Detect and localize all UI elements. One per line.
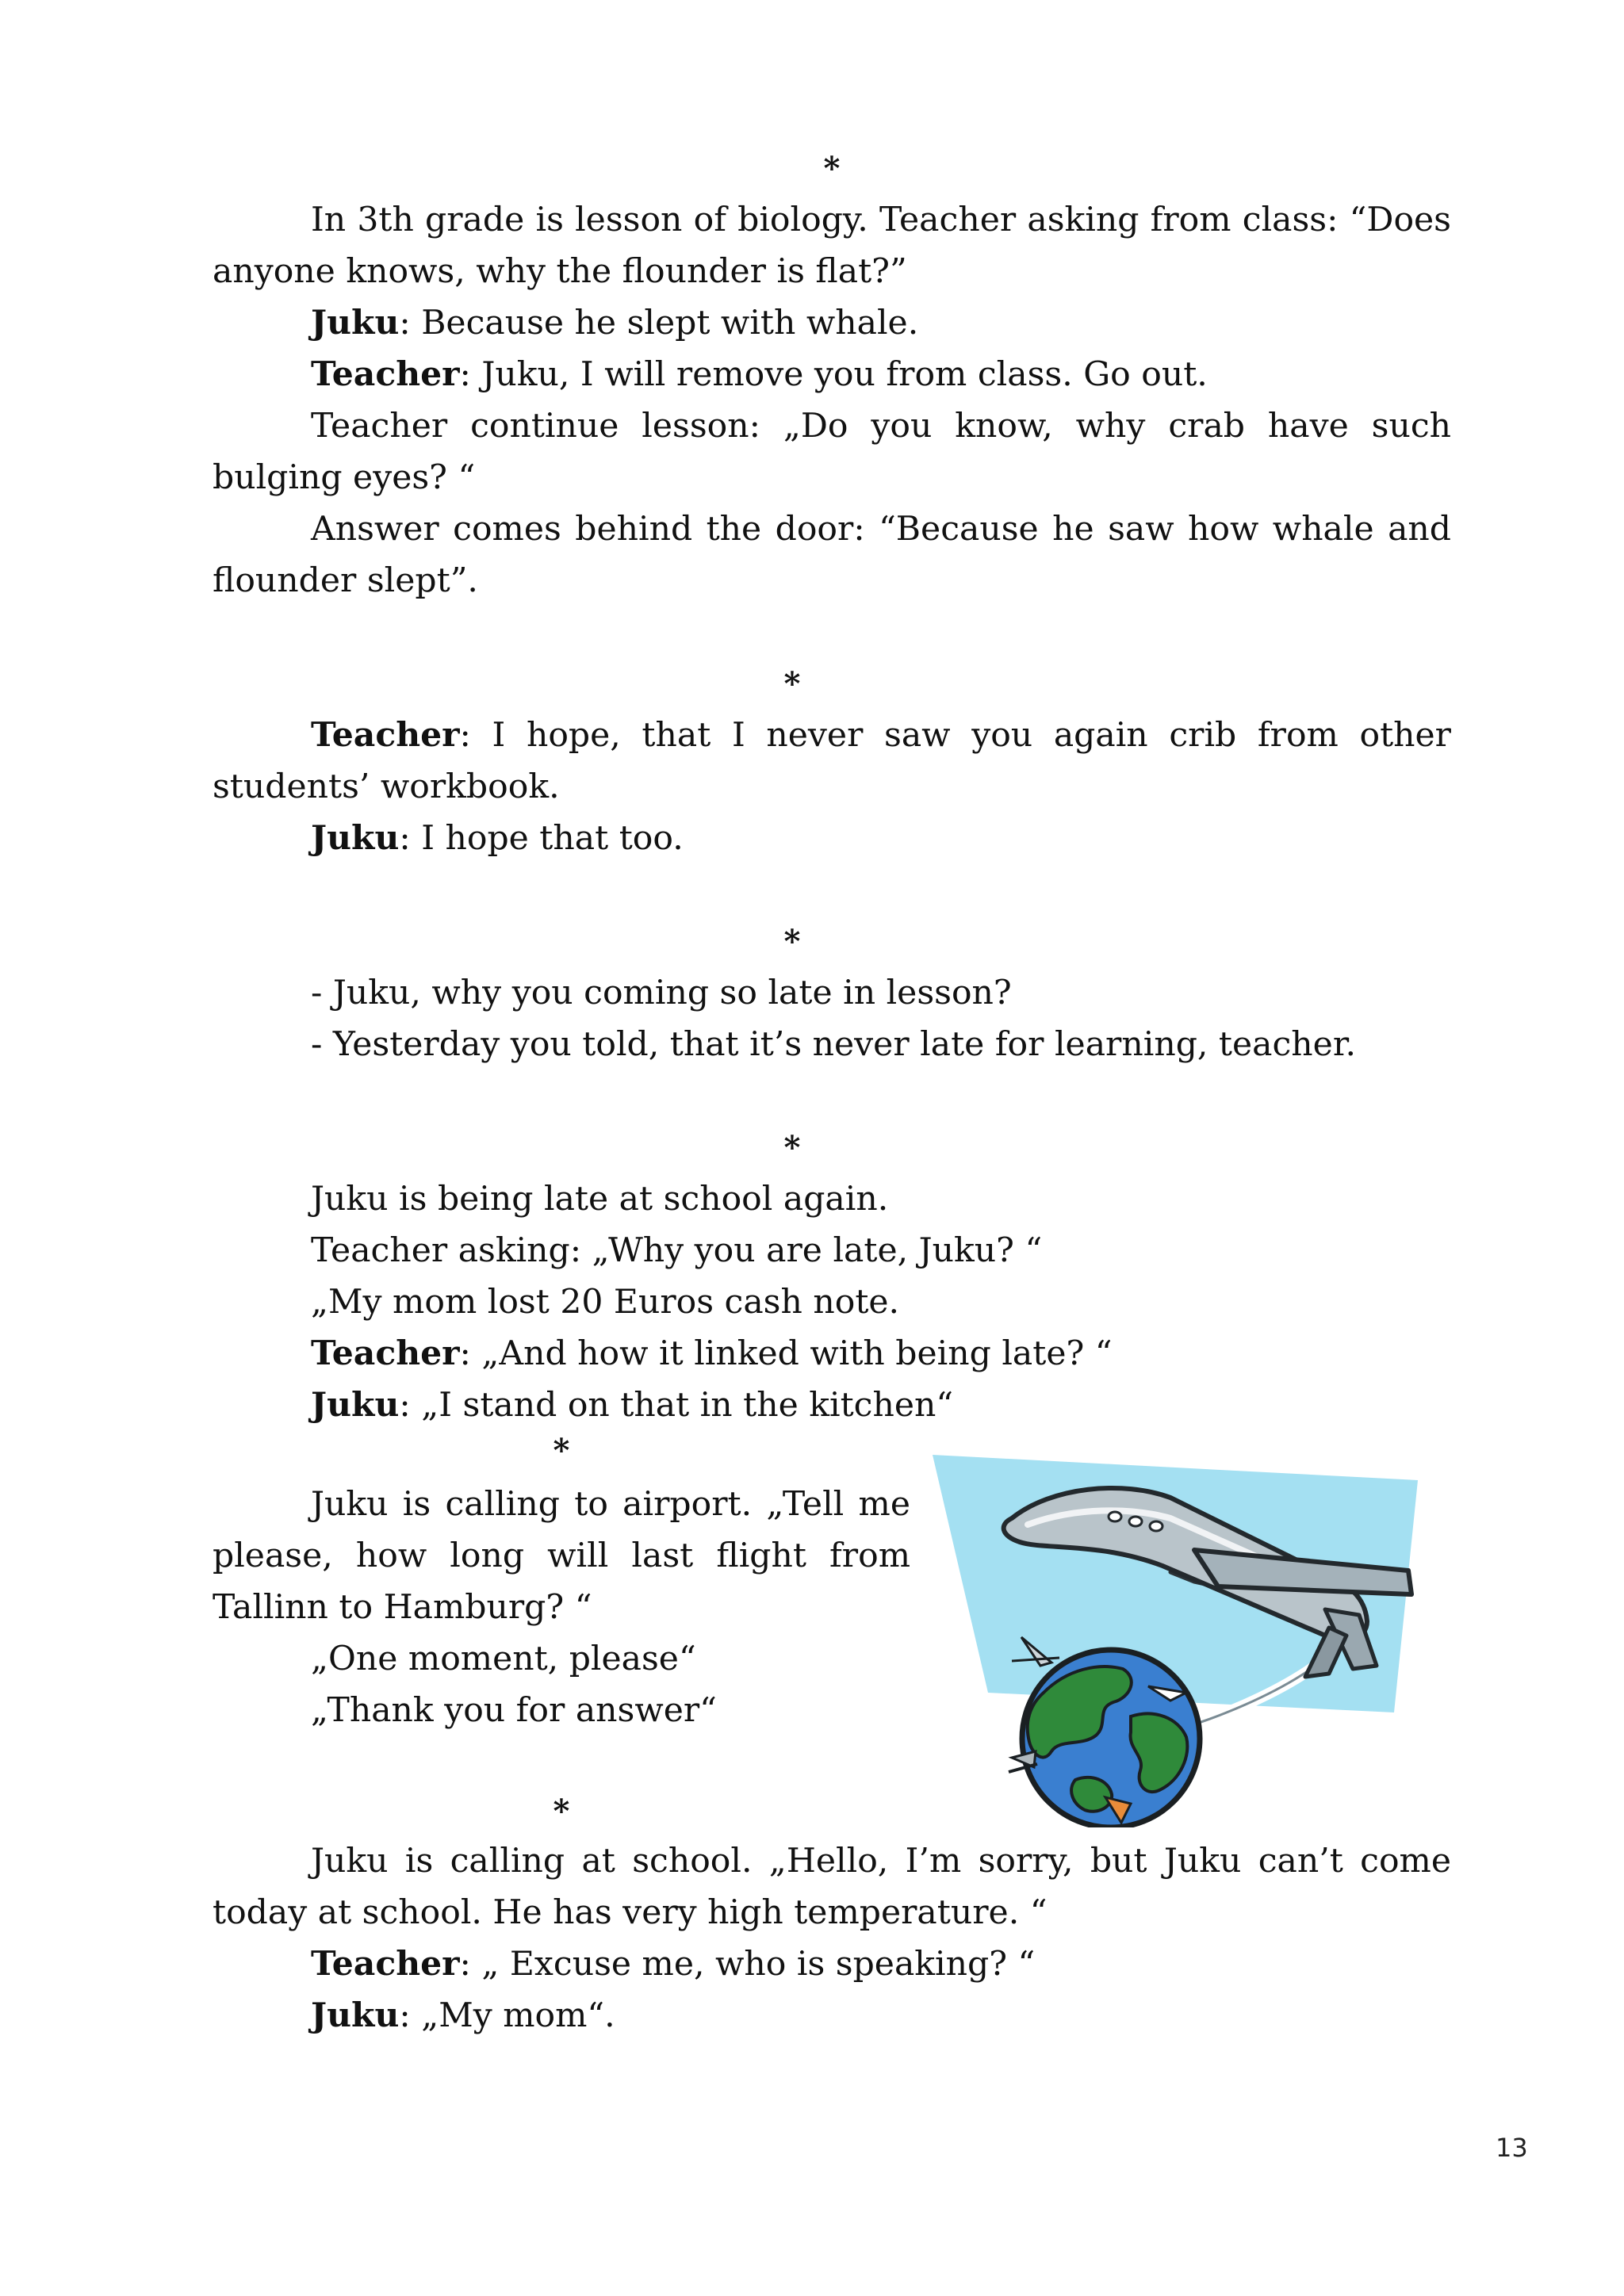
spacer <box>213 1070 1451 1122</box>
joke6-line2 <box>213 1938 1451 1990</box>
joke1-line2 <box>213 349 1451 400</box>
speaker-teacher: Teacher <box>311 1944 460 1984</box>
speaker-teacher: Teacher <box>311 1334 460 1373</box>
speech: : Because he slept with whale. <box>399 304 919 342</box>
speech: : „ Excuse me, who is speaking? “ <box>459 1945 1036 1984</box>
joke2-line2 <box>213 813 1451 864</box>
page-body <box>213 143 1451 2042</box>
speaker-teacher: Teacher <box>311 715 460 755</box>
joke2-line1 <box>213 710 1451 813</box>
joke5-line2: „One moment, please“ <box>311 1640 696 1678</box>
joke3-line1: - Juku, why you coming so late in lesson? <box>311 974 1012 1012</box>
speech: : „My mom“. <box>399 1996 615 2035</box>
speaker-juku: Juku <box>311 303 400 342</box>
speech: : „And how it linked with being late? “ <box>459 1334 1113 1373</box>
speaker-teacher: Teacher <box>311 354 460 394</box>
separator: * <box>553 1432 570 1469</box>
spacer <box>213 607 1451 658</box>
speech: : I hope, that I never saw you again crib from other students’ workbook. <box>213 716 1451 806</box>
separator: * <box>783 665 801 702</box>
spacer <box>213 1736 910 1788</box>
speech: : Juku, I will remove you from class. Go out. <box>459 355 1208 394</box>
joke1-intro: In 3th grade is lesson of biology. Teacher asking from class: “Does anyone knows, why the flounder is flat?” <box>213 201 1451 291</box>
joke3-line2: - Yesterday you told, that it’s never late for learning, teacher. <box>311 1025 1356 1064</box>
separator: * <box>783 1129 801 1166</box>
joke4-line4 <box>213 1328 1451 1380</box>
speaker-juku: Juku <box>311 818 400 858</box>
separator: * <box>783 923 801 960</box>
separator: * <box>553 1793 570 1830</box>
joke6-line3 <box>213 1990 1451 2042</box>
joke6-line1: Juku is calling at school. „Hello, I’m sorry, but Juku can’t come today at school. He has very high temperature. “ <box>213 1842 1451 1932</box>
speech: : „I stand on that in the kitchen“ <box>399 1386 954 1425</box>
page-number: 13 <box>1496 2133 1528 2163</box>
separator: * <box>823 150 841 187</box>
airport-joke-text <box>213 1431 910 1835</box>
joke5-line3: „Thank you for answer“ <box>311 1691 717 1730</box>
joke1-line3: Teacher continue lesson: „Do you know, why crab have such bulging eyes? “ <box>213 407 1451 497</box>
joke1-line4: Answer comes behind the door: “Because he saw how whale and flounder slept”. <box>213 510 1451 600</box>
joke4-line3: „My mom lost 20 Euros cash note. <box>311 1283 900 1322</box>
speaker-juku: Juku <box>311 1996 400 2035</box>
airport-joke-block <box>213 1431 1451 1835</box>
joke4-line5 <box>213 1380 1451 1431</box>
joke1-line1 <box>213 297 1451 349</box>
spacer <box>213 864 1451 916</box>
airplane-globe-icon <box>933 1431 1440 1827</box>
joke4-line1: Juku is being late at school again. <box>311 1180 889 1219</box>
speaker-juku: Juku <box>311 1385 400 1425</box>
joke4-line2: Teacher asking: „Why you are late, Juku? “ <box>311 1231 1043 1270</box>
joke5-line1: Juku is calling to airport. „Tell me please, how long will last flight from Tallinn to Hamburg? “ <box>213 1485 910 1627</box>
speech: : I hope that too. <box>399 819 684 858</box>
